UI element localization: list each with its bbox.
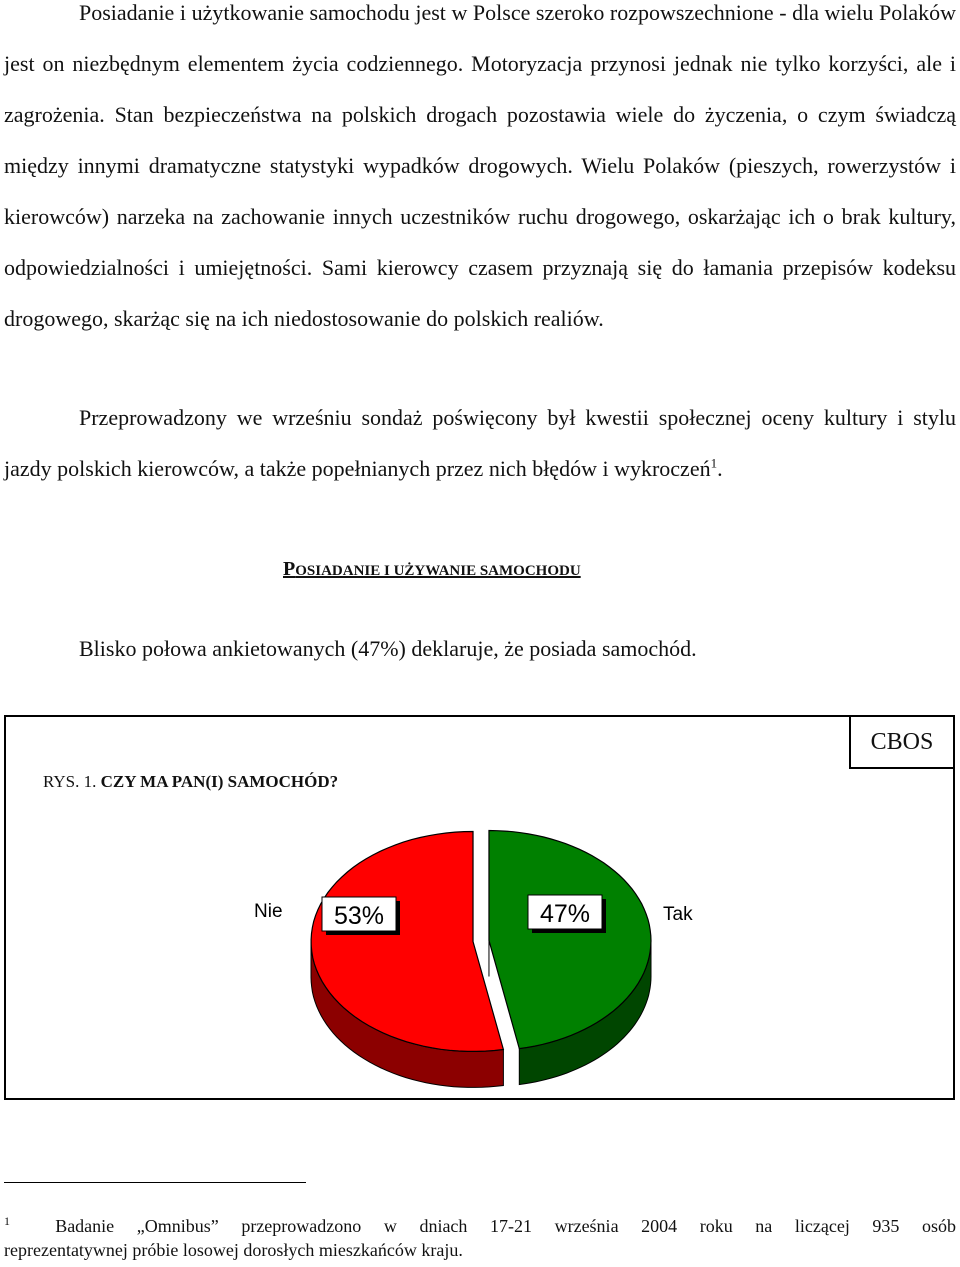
footnote-text-1: Badanie „Omnibus” przeprowadzono w dniach 17-21 września 2004 roku na liczącej 935 osób [55, 1216, 957, 1236]
footnote-line-1 [4, 1214, 956, 1238]
survey-paragraph-end: . [717, 456, 723, 481]
category-label-nie: Nie [254, 901, 283, 922]
survey-paragraph-text: Przeprowadzony we wrześniu sondaż poświęcony był kwestii społecznej oceny kultury i stylu jazdy polskich kierowców, a także popełnianych przez nich błędów i wykroczeń [4, 405, 956, 481]
footnote [4, 1214, 956, 1262]
value-label-tak: 47% [539, 900, 591, 928]
category-label-tak: Tak [663, 904, 693, 925]
value-label-nie: 53% [333, 902, 385, 930]
footnote-number: 1 [4, 1214, 10, 1228]
figure-question: CZY MA PAN(I) SAMOCHÓD? [100, 772, 339, 791]
section-heading [283, 558, 581, 581]
section-heading-initial: P [283, 558, 296, 580]
figure-box [4, 715, 955, 1100]
section-lead: Blisko połowa ankietowanych (47%) deklaruje, że posiada samochód. [79, 636, 697, 661]
section-heading-rest: OSIADANIE I UŻYWANIE SAMOCHODU [295, 563, 581, 579]
footnote-text-2: reprezentatywnej próbie losowej dorosłych mieszkańców kraju. [4, 1240, 463, 1260]
pie-chart [6, 717, 953, 1098]
source-label: CBOS [849, 715, 955, 769]
footnote-separator [4, 1182, 306, 1183]
figure-number: RYS. 1. [43, 772, 97, 791]
intro-paragraph: Posiadanie i użytkowanie samochodu jest w Polsce szeroko rozpowszechnione - dla wielu Polaków jest on niezbędnym elementem życia codziennego. Motoryzacja przynosi jednak nie tylko korzyści, ale i zagrożenia. Stan bezpieczeństwa na polskich drogach pozostawia wiele do życzenia, o czym świadczą między innymi dramatyczne statystyki wypadków drogowych. Wielu Polaków (pieszych, rowerzystów i kierowców) narzeka na zachowanie innych uczestników ruchu drogowego, oskarżając ich o brak kultury, odpowiedzialności i umiejętności. Sami kierowcy czasem przyznają się do łamania przepisów kodeksu drogowego, skarżąc się na ich niedostosowanie do polskich realiów. [4, 0, 956, 331]
footnote-reference[interactable]: 1 [710, 455, 718, 471]
survey-paragraph [4, 392, 956, 494]
